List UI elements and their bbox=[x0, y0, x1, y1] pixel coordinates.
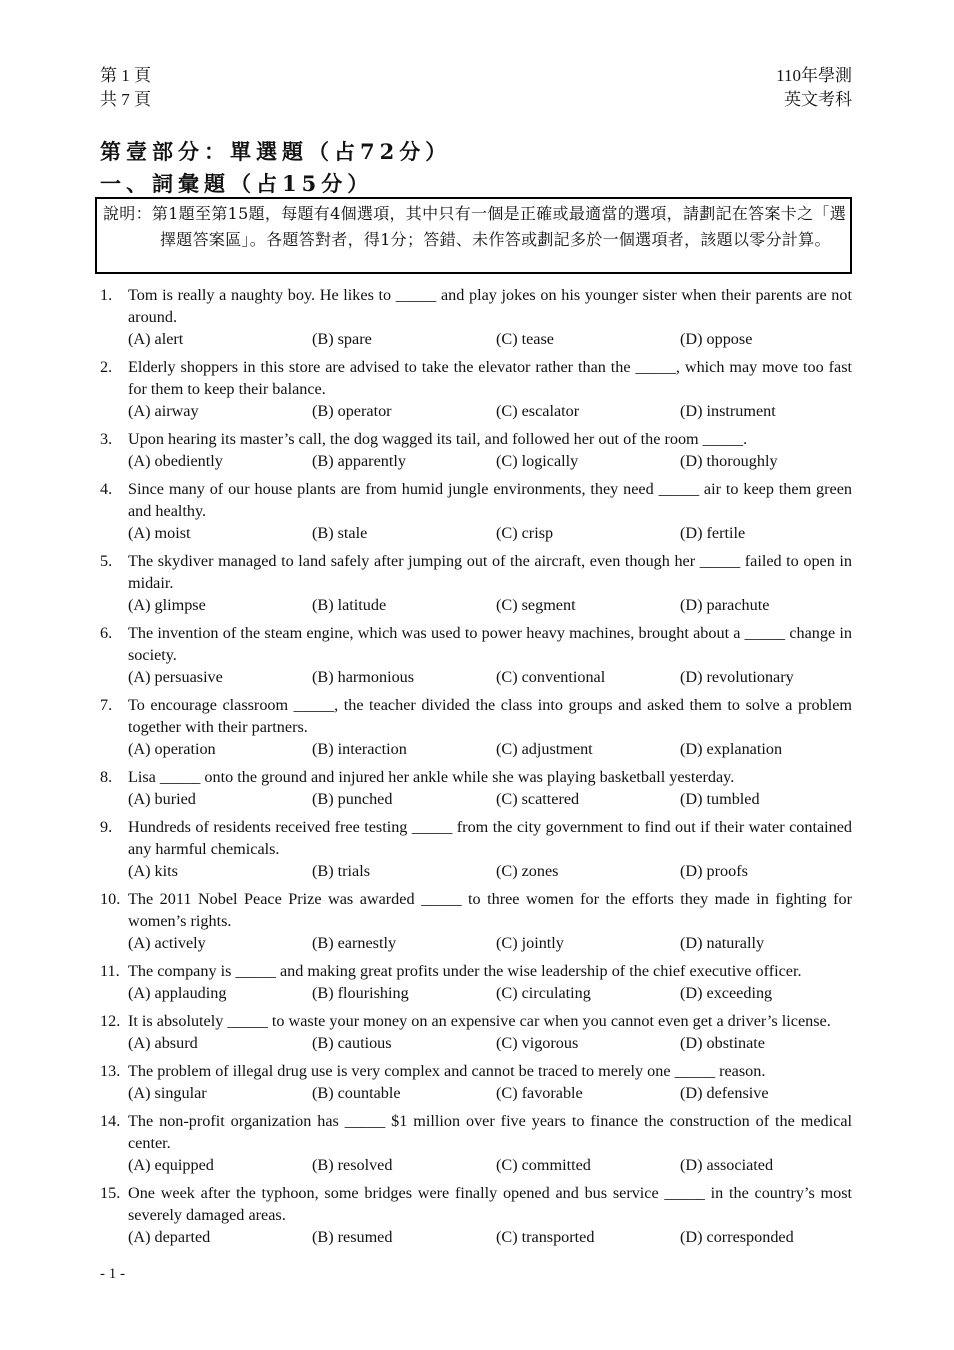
answer-option-d: (D) naturally bbox=[680, 934, 765, 952]
question-stem: Elderly shoppers in this store are advised to take the elevator rather than the _____, which may move too fast for them to keep their balance. bbox=[128, 358, 852, 398]
answer-option-c: (C) conventional bbox=[496, 668, 606, 686]
answer-options bbox=[128, 1082, 852, 1104]
answer-options bbox=[128, 982, 852, 1004]
answer-option-d: (D) fertile bbox=[680, 524, 746, 542]
answer-option-c: (C) jointly bbox=[496, 934, 564, 952]
question-number: 1. bbox=[100, 286, 113, 304]
answer-option-c: (C) circulating bbox=[496, 984, 591, 1002]
question-item bbox=[100, 1010, 852, 1054]
answer-option-a: (A) airway bbox=[128, 402, 199, 420]
question-item bbox=[100, 550, 852, 616]
answer-option-c: (C) crisp bbox=[496, 524, 554, 542]
answer-option-d: (D) instrument bbox=[680, 402, 776, 420]
question-stem: Tom is really a naughty boy. He likes to _____ and play jokes on his younger sister when their parents are not around. bbox=[128, 286, 852, 326]
answer-options bbox=[128, 788, 852, 810]
question-stem: The problem of illegal drug use is very complex and cannot be traced to merely one _____ reason. bbox=[128, 1062, 766, 1080]
answer-option-b: (B) spare bbox=[312, 330, 372, 348]
question-item bbox=[100, 888, 852, 954]
answer-option-b: (B) earnestly bbox=[312, 934, 397, 952]
question-number: 2. bbox=[100, 358, 113, 376]
question-item bbox=[100, 284, 852, 350]
question-item bbox=[100, 766, 852, 810]
question-stem: The 2011 Nobel Peace Prize was awarded _____ to three women for the efforts they made in fighting for women’s rights. bbox=[128, 890, 852, 930]
answer-option-d: (D) associated bbox=[680, 1156, 774, 1174]
answer-option-d: (D) revolutionary bbox=[680, 668, 794, 686]
question-number: 12. bbox=[100, 1012, 121, 1030]
answer-option-b: (B) latitude bbox=[312, 596, 387, 614]
question-item bbox=[100, 816, 852, 882]
question-stem: One week after the typhoon, some bridges were finally opened and bus service _____ in the country’s most severely damaged areas. bbox=[128, 1184, 852, 1224]
question-stem: It is absolutely _____ to waste your money on an expensive car when you cannot even get a driver’s license. bbox=[128, 1012, 831, 1030]
exam-subject: 英文考科 bbox=[784, 90, 852, 109]
answer-options bbox=[128, 594, 852, 616]
answer-option-b: (B) flourishing bbox=[312, 984, 409, 1002]
answer-option-b: (B) harmonious bbox=[312, 668, 415, 686]
answer-options bbox=[128, 860, 852, 882]
question-stem: The invention of the steam engine, which was used to power heavy machines, brought about a _____ change in society. bbox=[128, 624, 852, 664]
answer-option-a: (A) equipped bbox=[128, 1156, 214, 1174]
answer-options bbox=[128, 400, 852, 422]
answer-options bbox=[128, 1032, 852, 1054]
answer-options bbox=[128, 1226, 852, 1248]
answer-option-a: (A) absurd bbox=[128, 1034, 198, 1052]
question-item bbox=[100, 428, 852, 472]
question-number: 10. bbox=[100, 890, 121, 908]
answer-option-d: (D) oppose bbox=[680, 330, 753, 348]
answer-options bbox=[128, 522, 852, 544]
answer-option-d: (D) exceeding bbox=[680, 984, 773, 1002]
question-stem: Upon hearing its master’s call, the dog wagged its tail, and followed her out of the room _____. bbox=[128, 430, 748, 448]
answer-option-c: (C) zones bbox=[496, 862, 559, 880]
answer-option-a: (A) obediently bbox=[128, 452, 223, 470]
question-stem: To encourage classroom _____, the teacher divided the class into groups and asked them to solve a problem together with their partners. bbox=[128, 696, 852, 736]
answer-option-c: (C) transported bbox=[496, 1228, 595, 1246]
answer-option-b: (B) interaction bbox=[312, 740, 407, 758]
answer-option-a: (A) moist bbox=[128, 524, 191, 542]
answer-option-d: (D) defensive bbox=[680, 1084, 769, 1102]
answer-options bbox=[128, 450, 852, 472]
instructions-text: 第1題至第15題，每題有4個選項，其中只有一個是正確或最適當的選項，請劃記在答案卡之「選擇題答案區」。各題答對者，得1分；答錯、未作答或劃記多於一個選項者，該題以零分計算。 bbox=[151, 204, 847, 249]
page-footer: - 1 - bbox=[100, 1266, 125, 1282]
answer-options bbox=[128, 1154, 852, 1176]
total-pages: 共 7 頁 bbox=[100, 90, 151, 109]
answer-option-d: (D) explanation bbox=[680, 740, 783, 758]
answer-option-c: (C) favorable bbox=[496, 1084, 583, 1102]
exam-info bbox=[776, 64, 852, 112]
answer-option-d: (D) corresponded bbox=[680, 1228, 794, 1246]
question-item bbox=[100, 356, 852, 422]
answer-option-a: (A) alert bbox=[128, 330, 184, 348]
question-number: 6. bbox=[100, 624, 113, 642]
answer-option-a: (A) buried bbox=[128, 790, 196, 808]
exam-name: 110年學測 bbox=[776, 66, 852, 85]
question-number: 8. bbox=[100, 768, 113, 786]
answer-option-b: (B) stale bbox=[312, 524, 368, 542]
question-item bbox=[100, 622, 852, 688]
answer-options bbox=[128, 666, 852, 688]
question-stem: Since many of our house plants are from humid jungle environments, they need _____ air to keep them green and healthy. bbox=[128, 480, 852, 520]
answer-option-a: (A) kits bbox=[128, 862, 178, 880]
answer-option-b: (B) resolved bbox=[312, 1156, 393, 1174]
answer-option-d: (D) parachute bbox=[680, 596, 770, 614]
page-counter bbox=[100, 64, 151, 112]
answer-option-b: (B) apparently bbox=[312, 452, 406, 470]
answer-option-c: (C) tease bbox=[496, 330, 554, 348]
question-stem: The non-profit organization has _____ $1 million over five years to finance the construction of the medical center. bbox=[128, 1112, 852, 1152]
answer-options bbox=[128, 932, 852, 954]
answer-option-d: (D) tumbled bbox=[680, 790, 760, 808]
answer-option-c: (C) adjustment bbox=[496, 740, 593, 758]
answer-options bbox=[128, 738, 852, 760]
answer-option-b: (B) cautious bbox=[312, 1034, 392, 1052]
part-title: 第壹部分：單選題（占72分） bbox=[100, 139, 452, 164]
answer-option-c: (C) segment bbox=[496, 596, 576, 614]
answer-option-c: (C) vigorous bbox=[496, 1034, 579, 1052]
question-item bbox=[100, 960, 852, 1004]
section-title: 一、詞彙題（占15分） bbox=[100, 171, 374, 196]
question-number: 15. bbox=[100, 1184, 121, 1202]
answer-option-c: (C) committed bbox=[496, 1156, 591, 1174]
answer-option-a: (A) applauding bbox=[128, 984, 227, 1002]
question-number: 3. bbox=[100, 430, 113, 448]
answer-option-a: (A) operation bbox=[128, 740, 216, 758]
question-number: 13. bbox=[100, 1062, 121, 1080]
answer-option-a: (A) departed bbox=[128, 1228, 211, 1246]
answer-option-a: (A) singular bbox=[128, 1084, 207, 1102]
answer-option-c: (C) logically bbox=[496, 452, 579, 470]
question-number: 5. bbox=[100, 552, 113, 570]
answer-option-d: (D) obstinate bbox=[680, 1034, 765, 1052]
question-item bbox=[100, 1110, 852, 1176]
answer-options bbox=[128, 328, 852, 350]
answer-option-a: (A) persuasive bbox=[128, 668, 223, 686]
question-stem: Hundreds of residents received free testing _____ from the city government to find out if their water contained any harmful chemicals. bbox=[128, 818, 852, 858]
question-number: 14. bbox=[100, 1112, 121, 1130]
answer-option-d: (D) proofs bbox=[680, 862, 748, 880]
answer-option-b: (B) operator bbox=[312, 402, 392, 420]
question-item bbox=[100, 694, 852, 760]
answer-option-a: (A) glimpse bbox=[128, 596, 206, 614]
question-item bbox=[100, 478, 852, 544]
question-stem: The company is _____ and making great profits under the wise leadership of the chief executive officer. bbox=[128, 962, 802, 980]
question-stem: Lisa _____ onto the ground and injured her ankle while she was playing basketball yesterday. bbox=[128, 768, 735, 786]
question-item bbox=[100, 1060, 852, 1104]
answer-option-b: (B) resumed bbox=[312, 1228, 393, 1246]
answer-option-a: (A) actively bbox=[128, 934, 206, 952]
page-number: 第 1 頁 bbox=[100, 66, 151, 85]
instructions-label: 說明： bbox=[103, 204, 152, 223]
question-item bbox=[100, 1182, 852, 1248]
question-list bbox=[100, 284, 852, 1254]
instructions-box bbox=[95, 197, 852, 274]
question-number: 9. bbox=[100, 818, 113, 836]
answer-option-b: (B) trials bbox=[312, 862, 370, 880]
question-stem: The skydiver managed to land safely after jumping out of the aircraft, even though her _____ failed to open in midair. bbox=[128, 552, 852, 592]
question-number: 11. bbox=[100, 962, 120, 980]
question-number: 4. bbox=[100, 480, 113, 498]
answer-option-d: (D) thoroughly bbox=[680, 452, 778, 470]
question-number: 7. bbox=[100, 696, 113, 714]
answer-option-b: (B) punched bbox=[312, 790, 393, 808]
answer-option-c: (C) escalator bbox=[496, 402, 580, 420]
answer-option-c: (C) scattered bbox=[496, 790, 580, 808]
answer-option-b: (B) countable bbox=[312, 1084, 401, 1102]
